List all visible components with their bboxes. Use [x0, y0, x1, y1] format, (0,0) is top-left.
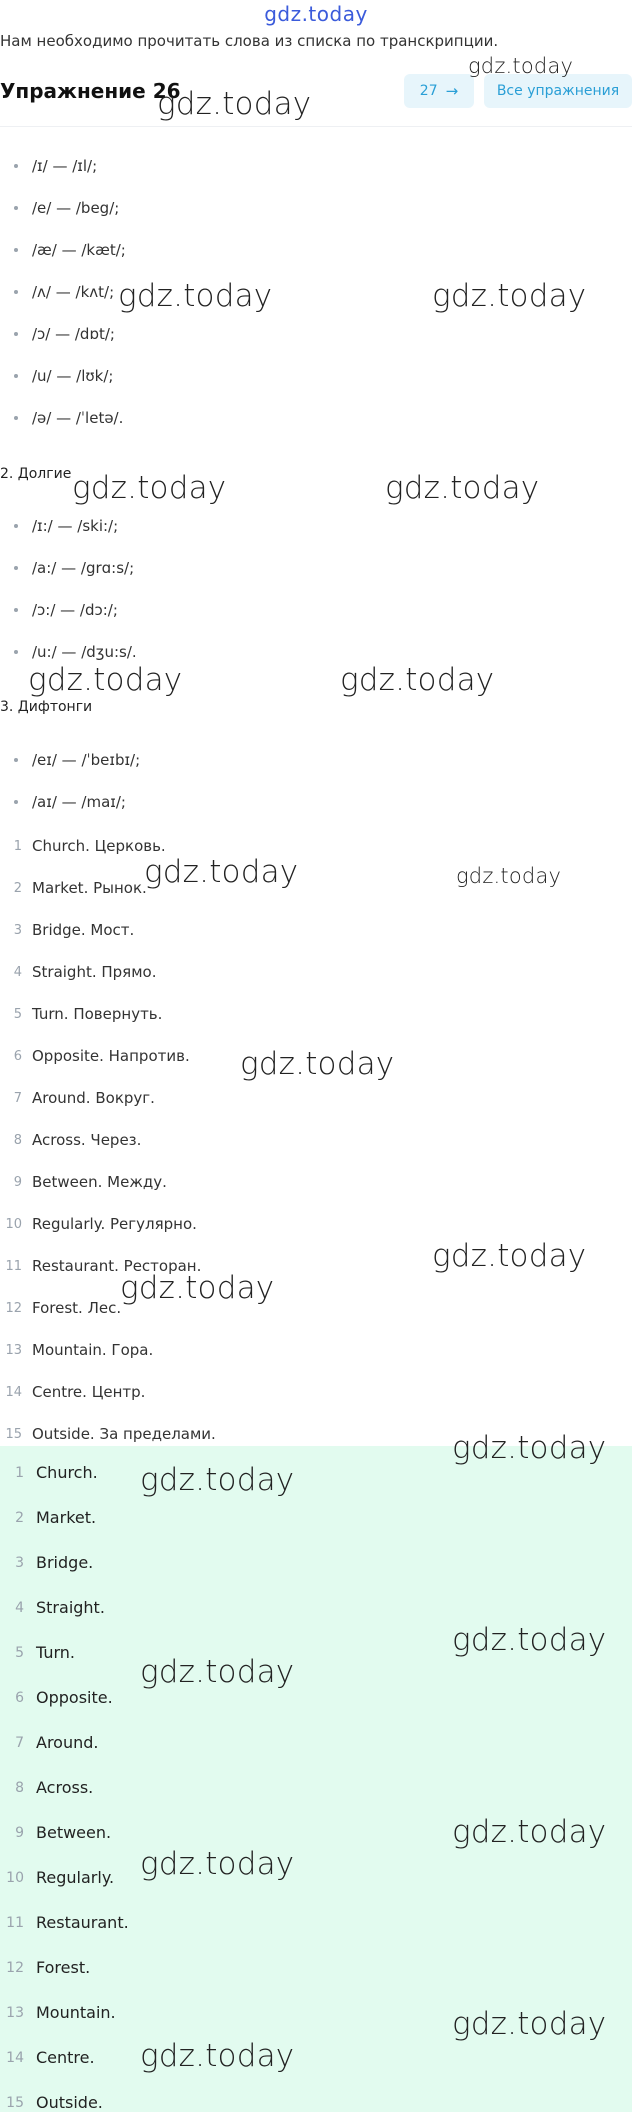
list-item: /aɪ/ — /maɪ/;: [0, 781, 632, 823]
list-item: 2 Market.: [15, 1508, 97, 1527]
list-item: /e/ — /beg/;: [0, 187, 632, 229]
list-item: 13 Mountain.: [6, 2003, 116, 2022]
list-item: 14 Centre.: [6, 2048, 95, 2067]
long-vowels-list: [0, 505, 632, 673]
watermark: gdz.today: [157, 86, 312, 122]
bullet-icon: [14, 248, 18, 252]
bullet-icon: [14, 416, 18, 420]
list-item: /ə/ — /ˈletə/.: [0, 397, 632, 439]
watermark: gdz.today: [452, 2006, 607, 2042]
list-item: 5 Turn. Повернуть.: [13, 1005, 163, 1023]
watermark: gdz.today: [140, 1654, 295, 1690]
watermark: gdz.today: [140, 2038, 295, 2074]
watermark: gdz.today: [144, 854, 299, 890]
list-item: 4 Straight.: [15, 1598, 105, 1617]
bullet-icon: [14, 206, 18, 210]
list-item: 9 Between.: [15, 1823, 112, 1842]
list-item: 6 Opposite. Напротив.: [13, 1047, 190, 1065]
watermark: gdz.today: [452, 1622, 607, 1658]
list-item: /u/ — /lʊk/;: [0, 355, 632, 397]
list-item: /ɔ:/ — /dɔ:/;: [0, 589, 632, 631]
diphthongs-section: [0, 699, 632, 719]
watermark: gdz.today: [468, 54, 574, 78]
list-item: 10 Regularly. Регулярно.: [5, 1215, 197, 1233]
list-item: 6 Opposite.: [15, 1688, 113, 1707]
exercise-header: [0, 74, 632, 127]
list-item: 12 Forest. Лес.: [5, 1299, 122, 1317]
bullet-icon: [14, 758, 18, 762]
bullet-icon: [14, 566, 18, 570]
next-exercise-button[interactable]: [404, 74, 474, 108]
watermark: gdz.today: [140, 1462, 295, 1498]
list-item: 1 Church.: [15, 1463, 98, 1482]
list-item: /ʌ/ — /kʌt/;: [0, 271, 632, 313]
arrow-right-icon: →: [445, 82, 459, 100]
translations-list: [0, 825, 632, 1455]
list-item: 7 Around.: [15, 1733, 99, 1752]
list-item: 1 Church. Церковь.: [13, 837, 166, 855]
bullet-icon: [14, 650, 18, 654]
list-item: /eɪ/ — /ˈbeɪbɪ/;: [0, 739, 632, 781]
list-item: 10 Regularly.: [6, 1868, 115, 1887]
watermark: gdz.today: [120, 1270, 275, 1306]
watermark: gdz.today: [28, 662, 183, 698]
site-logo[interactable]: gdz.today: [264, 2, 368, 26]
list-item: 4 Straight. Прямо.: [13, 963, 157, 981]
list-item: /ɪ/ — /ɪl/;: [0, 145, 632, 187]
list-item: 15 Outside.: [6, 2093, 103, 2112]
next-exercise-number: 27: [419, 83, 438, 99]
watermark: gdz.today: [140, 1846, 295, 1882]
bullet-icon: [14, 290, 18, 294]
list-item: 9 Between. Между.: [13, 1173, 167, 1191]
list-item: 5 Turn.: [15, 1643, 76, 1662]
all-exercises-button[interactable]: Все упражнения: [484, 74, 632, 108]
list-item: 8 Across.: [15, 1778, 94, 1797]
bullet-icon: [14, 800, 18, 804]
watermark: gdz.today: [240, 1046, 395, 1082]
list-item: /æ/ — /kæt/;: [0, 229, 632, 271]
list-item: 2 Market. Рынок.: [13, 879, 147, 897]
watermark: gdz.today: [340, 662, 495, 698]
bullet-icon: [14, 374, 18, 378]
section-heading: 3. Дифтонги: [0, 699, 93, 715]
watermark: gdz.today: [118, 278, 273, 314]
list-item: 3 Bridge.: [15, 1553, 94, 1572]
bullet-icon: [14, 524, 18, 528]
bullet-icon: [14, 608, 18, 612]
list-item: /u:/ — /dʒu:s/.: [0, 631, 632, 673]
list-item: 11 Restaurant.: [6, 1913, 129, 1932]
list-item: 15 Outside. За пределами.: [5, 1425, 216, 1443]
list-item: 14 Centre. Центр.: [5, 1383, 146, 1401]
list-item: 11 Restaurant. Ресторан.: [5, 1257, 202, 1275]
list-item: /a:/ — /grɑ:s/;: [0, 547, 632, 589]
watermark: gdz.today: [452, 1430, 607, 1466]
task-intro: Нам необходимо прочитать слова из списка по транскрипции.: [0, 32, 499, 50]
bullet-icon: [14, 332, 18, 336]
diphthongs-list: [0, 739, 632, 823]
exercise-title: Упражнение 26: [0, 79, 181, 103]
list-item: 3 Bridge. Мост.: [13, 921, 135, 939]
watermark: gdz.today: [432, 1238, 587, 1274]
watermark: gdz.today: [432, 278, 587, 314]
watermark: gdz.today: [72, 470, 227, 506]
watermark: gdz.today: [385, 470, 540, 506]
list-item: /ɪ:/ — /ski:/;: [0, 505, 632, 547]
bullet-icon: [14, 164, 18, 168]
list-item: 7 Around. Вокруг.: [13, 1089, 155, 1107]
section-heading: 2. Долгие: [0, 466, 72, 482]
list-item: /ɔ/ — /dɒt/;: [0, 313, 632, 355]
watermark: gdz.today: [456, 864, 562, 888]
watermark: gdz.today: [452, 1814, 607, 1850]
list-item: 8 Across. Через.: [13, 1131, 142, 1149]
list-item: 12 Forest.: [6, 1958, 91, 1977]
list-item: 13 Mountain. Гора.: [5, 1341, 154, 1359]
